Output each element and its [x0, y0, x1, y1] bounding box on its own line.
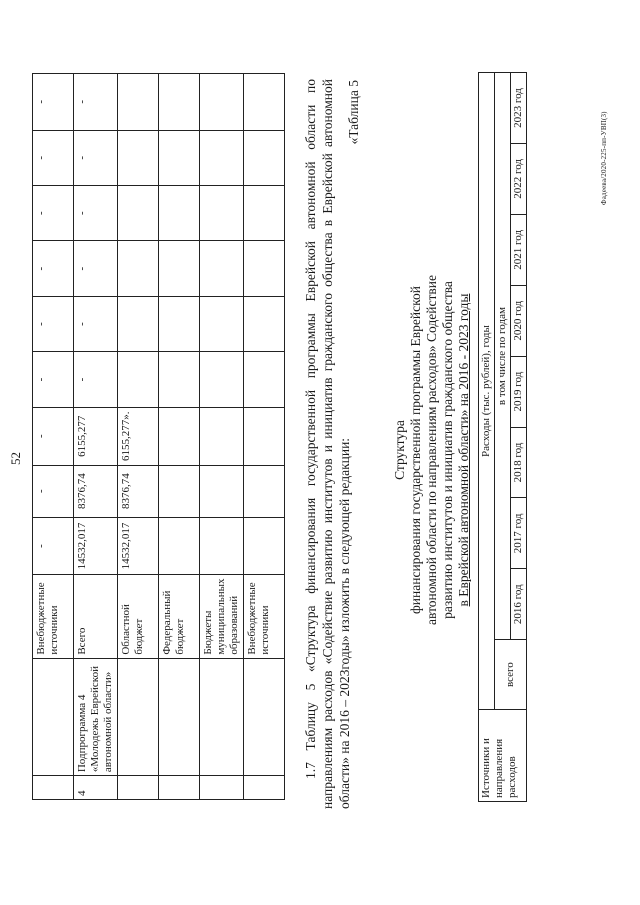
header-by-years: в том числе по годам	[495, 73, 511, 640]
table-row	[159, 74, 200, 800]
table-cell: Внебюджетные источники	[244, 575, 285, 658]
table-cell: -	[33, 517, 74, 575]
header-expenses: Расходы (тыс. рублей), годы	[479, 73, 495, 710]
table-cell	[200, 296, 244, 351]
table-cell: -	[33, 241, 74, 296]
table-cell	[118, 352, 159, 407]
table-label: «Таблица 5	[346, 80, 361, 145]
table-cell	[200, 130, 244, 185]
table-cell	[200, 74, 244, 131]
table-cell: Внебюджетные источники	[33, 575, 74, 658]
table-cell: Бюджеты муниципальных образований	[200, 575, 244, 658]
year-header-cell: 2017 год	[511, 498, 527, 569]
table-cell	[118, 185, 159, 240]
amendment-text: 1.7 Таблицу 5 «Структура финансирования государственной программы Еврейской автономной области по направлениям расходов «Содействие развитию институтов и инициатив гражданского общества в Еврейской автономной области» на 2016 – 2023годы» изложить в следующей редакции:	[303, 79, 352, 809]
financing-table-continued	[32, 73, 285, 800]
table-cell	[118, 296, 159, 351]
table-cell	[244, 465, 285, 517]
table-cell	[159, 130, 200, 185]
table-cell	[244, 776, 285, 800]
table-cell	[118, 241, 159, 296]
year-header-cell: 2022 год	[511, 143, 527, 214]
heading-line-1: Структура	[392, 420, 407, 480]
table-cell: 4	[74, 776, 118, 800]
table-cell: 14532,017	[74, 517, 118, 575]
table-cell: -	[74, 130, 118, 185]
table-cell	[244, 517, 285, 575]
financing-structure-table	[478, 72, 527, 802]
table-cell	[159, 352, 200, 407]
table-cell	[200, 658, 244, 775]
table-cell	[244, 74, 285, 131]
table-cell: 14532,017	[118, 517, 159, 575]
table-cell	[159, 517, 200, 575]
year-header-cell: 2021 год	[511, 214, 527, 285]
table-cell	[33, 776, 74, 800]
table-cell	[159, 74, 200, 131]
table-cell: Подпрограмма 4 «Молодежь Еврейской автономной области»	[74, 658, 118, 775]
year-header-cell: 2020 год	[511, 285, 527, 356]
table-cell: -	[33, 74, 74, 131]
table-cell: -	[74, 241, 118, 296]
document-code: Фадеева/2020-225-пп-УВП(3)	[600, 111, 608, 205]
table-cell	[159, 658, 200, 775]
table-row	[118, 74, 159, 800]
table-cell: 6155,277».	[118, 407, 159, 465]
year-header-cell: 2016 год	[511, 569, 527, 640]
table-cell: 8376,74	[74, 465, 118, 517]
table-cell	[200, 776, 244, 800]
table-cell	[118, 74, 159, 131]
year-header-cell: 2018 год	[511, 427, 527, 498]
table-cell	[244, 296, 285, 351]
table-cell: -	[33, 352, 74, 407]
heading-line-3: автономной области по направлениям расходов» Содействие	[424, 275, 439, 625]
table-cell: 8376,74	[118, 465, 159, 517]
table-cell	[159, 241, 200, 296]
table-cell: -	[74, 352, 118, 407]
table-cell: Всего	[74, 575, 118, 658]
year-header-cell: 2023 год	[511, 73, 527, 144]
table-cell	[118, 658, 159, 775]
table-cell	[244, 241, 285, 296]
table-cell: -	[33, 130, 74, 185]
table-cell: Федеральный бюджет	[159, 575, 200, 658]
table-cell: -	[33, 407, 74, 465]
table-cell	[200, 352, 244, 407]
header-total: всего	[495, 640, 527, 710]
page-number: 52	[8, 452, 23, 465]
table-cell	[159, 296, 200, 351]
table-cell	[159, 185, 200, 240]
table-cell	[200, 407, 244, 465]
table-cell	[159, 465, 200, 517]
table-cell	[200, 241, 244, 296]
table-cell: -	[74, 296, 118, 351]
table-cell	[159, 776, 200, 800]
table-row	[33, 74, 74, 800]
year-header-cell: 2019 год	[511, 356, 527, 427]
header-sources: Источники и направления расходов	[479, 710, 527, 802]
table-cell	[244, 130, 285, 185]
table-cell	[159, 407, 200, 465]
table-row	[244, 74, 285, 800]
table-cell: -	[33, 296, 74, 351]
table-cell	[244, 185, 285, 240]
table-row	[74, 74, 118, 800]
table-row	[200, 74, 244, 800]
table-cell	[118, 776, 159, 800]
table-cell	[200, 185, 244, 240]
table-cell	[33, 658, 74, 775]
table-cell: -	[33, 185, 74, 240]
table-cell	[118, 130, 159, 185]
heading-line-4: развитию институтов и инициатив гражданского общества	[440, 281, 455, 619]
table-cell	[200, 517, 244, 575]
table-cell: -	[33, 465, 74, 517]
table-heading	[392, 245, 472, 655]
table-cell	[200, 465, 244, 517]
table-cell: 6155,277	[74, 407, 118, 465]
table-cell	[244, 352, 285, 407]
heading-line-5: в Еврейской автономной области» на 2016 - 2023 годы	[456, 293, 471, 607]
table-cell: Областной бюджет	[118, 575, 159, 658]
heading-line-2: финансирования государственной программы Еврейской	[408, 286, 423, 614]
table-cell	[244, 407, 285, 465]
table-cell	[244, 658, 285, 775]
amendment-paragraph	[302, 79, 353, 809]
table-cell: -	[74, 185, 118, 240]
table-cell: -	[74, 74, 118, 131]
